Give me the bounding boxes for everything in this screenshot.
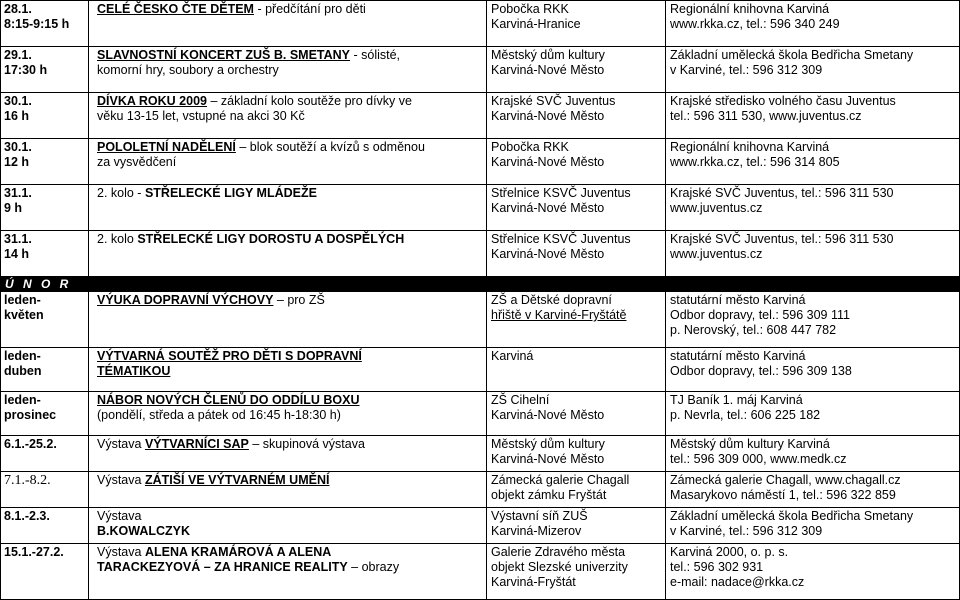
event-date-text: 30.1. 12 h [4,140,32,169]
event-date [1,47,89,93]
event-place-text: Zámecká galerie Chagall objekt zámku Fryštát [491,473,630,502]
event-contact [666,93,960,139]
event-contact-text: Regionální knihovna Karviná www.rkka.cz, tel.: 596 314 805 [670,140,840,169]
event-contact-text: Základní umělecká škola Bedřicha Smetany v Karviné, tel.: 596 312 309 [670,509,914,538]
event-contact [666,139,960,185]
event-contact [666,231,960,277]
event-date-text: leden- duben [4,349,42,378]
event-description [89,47,487,93]
event-title: STŘELECKÉ LIGY MLÁDEŽE [144,186,317,200]
table-row [1,185,960,231]
event-title: ZÁTIŠÍ VE VÝTVARNÉM UMĚNÍ [144,473,330,487]
event-date [1,93,89,139]
table-row [1,472,960,508]
table-row [1,544,960,600]
event-contact-text: Krajské SVČ Juventus, tel.: 596 311 530 www.juventus.cz [670,232,894,261]
event-place [487,508,666,544]
event-place [487,47,666,93]
event-date [1,139,89,185]
table-row [1,231,960,277]
event-prefix: Výstava [97,437,145,451]
event-description [89,436,487,472]
event-description [89,185,487,231]
table-row [1,392,960,436]
event-place-underlined: hřiště v Karviné-Fryštátě [491,308,627,322]
event-place [487,185,666,231]
event-prefix: Výstava [97,509,142,523]
event-prefix: Výstava [97,473,145,487]
event-date-text: 8.1.-2.3. [4,509,50,523]
event-date-text: 7.1.-8.2. [4,473,51,488]
event-date [1,436,89,472]
event-description [89,508,487,544]
event-contact [666,1,960,47]
event-description [89,544,487,600]
event-place-text: ZŠ Cihelní Karviná-Nové Město [491,393,605,422]
event-title: B.KOWALCZYK [97,524,191,538]
event-title: CELÉ ČESKO ČTE DĚTEM [97,2,254,16]
event-contact [666,185,960,231]
event-contact [666,292,960,348]
event-description [89,392,487,436]
event-place-text: Střelnice KSVČ Juventus Karviná-Nové Město [491,232,631,261]
table-row [1,348,960,392]
event-date [1,1,89,47]
event-place-text: Krajské SVČ Juventus Karviná-Nové Město [491,94,616,123]
month-label: Ú N O R [1,277,960,292]
table-row [1,1,960,47]
event-title: DÍVKA ROKU 2009 [97,94,207,108]
event-contact-text: Městský dům kultury Karviná tel.: 596 309 000, www.medk.cz [670,437,847,466]
table-row [1,292,960,348]
event-place [487,93,666,139]
event-place-text: ZŠ a Dětské dopravní [491,293,612,307]
event-contact-text: Karviná 2000, o. p. s. tel.: 596 302 931 e-mail: nadace@rkka.cz [670,545,805,589]
event-prefix: Výstava [97,545,145,559]
event-contact [666,47,960,93]
event-contact-text: Krajské středisko volného času Juventus tel.: 596 311 530, www.juventus.cz [670,94,896,123]
event-date [1,544,89,600]
event-detail: - sólisté, komorní hry, soubory a orchestry [97,48,401,77]
event-place [487,139,666,185]
event-date [1,292,89,348]
table-row [1,93,960,139]
event-place [487,392,666,436]
event-place-text: Střelnice KSVČ Juventus Karviná-Nové Město [491,186,631,215]
event-place-text: Pobočka RKK Karviná-Hranice [491,2,581,31]
event-description [89,348,487,392]
event-place-text: Městský dům kultury Karviná-Nové Město [491,48,605,77]
event-contact [666,392,960,436]
event-date-text: 6.1.-25.2. [4,437,57,451]
event-contact-text: Regionální knihovna Karviná www.rkka.cz, tel.: 596 340 249 [670,2,840,31]
event-contact-text: statutární město Karviná Odbor dopravy, tel.: 596 309 138 [670,349,852,378]
event-contact [666,436,960,472]
event-date-text: leden- květen [4,293,44,322]
event-date-text: leden- prosinec [4,393,57,422]
event-place [487,544,666,600]
event-place-text: Pobočka RKK Karviná-Nové Město [491,140,605,169]
event-title: SLAVNOSTNÍ KONCERT ZUŠ B. SMETANY [97,48,351,62]
event-description [89,472,487,508]
event-title: VÝTVARNÁ SOUTĚŽ PRO DĚTI S DOPRAVNÍ TÉMATIKOU [97,349,362,378]
event-contact-text: Krajské SVČ Juventus, tel.: 596 311 530 www.juventus.cz [670,186,894,215]
event-date [1,231,89,277]
event-detail: - předčítání pro děti [253,2,366,16]
event-description [89,231,487,277]
event-detail: – skupinová výstava [248,437,365,451]
month-separator [1,277,960,292]
event-place [487,436,666,472]
event-description [89,139,487,185]
event-detail: – obrazy [347,560,400,574]
event-place [487,348,666,392]
event-contact-text: Základní umělecká škola Bedřicha Smetany v Karviné, tel.: 596 312 309 [670,48,914,77]
event-description [89,1,487,47]
event-contact [666,472,960,508]
event-detail: – pro ZŠ [273,293,325,307]
event-place [487,231,666,277]
event-title: VÝTVARNÍCI SAP [144,437,249,451]
event-contact-text: statutární město Karviná Odbor dopravy, tel.: 596 309 111 p. Nerovský, tel.: 608 447 782 [670,293,850,337]
event-date [1,472,89,508]
event-place-text: Městský dům kultury Karviná-Nové Město [491,437,605,466]
event-place-text: Galerie Zdravého města objekt Slezské univerzity Karviná-Fryštát [491,545,628,589]
event-place [487,1,666,47]
event-date-text: 31.1. 14 h [4,232,32,261]
event-date-text: 31.1. 9 h [4,186,32,215]
table-row [1,508,960,544]
event-place-text: Výstavní síň ZUŠ Karviná-Mizerov [491,509,588,538]
event-title: STŘELECKÉ LIGY DOROSTU A DOSPĚLÝCH [137,232,405,246]
table-row [1,47,960,93]
event-contact [666,348,960,392]
event-detail: 2. kolo [97,232,138,246]
event-detail: 2. kolo - [97,186,145,200]
event-date [1,508,89,544]
event-date [1,348,89,392]
event-detail: – základní kolo soutěže pro dívky ve věku 13-15 let, vstupné na akci 30 Kč [97,94,412,123]
event-date [1,185,89,231]
event-place [487,292,666,348]
event-description [89,292,487,348]
event-contact-text: TJ Baník 1. máj Karviná p. Nevrla, tel.: 606 225 182 [670,393,821,422]
event-title: ALENA KRAMÁROVÁ A ALENA TARACKEZYOVÁ – ZA HRANICE REALITY [97,545,348,574]
event-place [487,472,666,508]
event-contact-text: Zámecká galerie Chagall, www.chagall.cz Masarykovo náměstí 1, tel.: 596 322 859 [670,473,901,502]
event-detail: (pondělí, středa a pátek od 16:45 h-18:30 h) [97,408,341,422]
table-row [1,139,960,185]
event-description [89,93,487,139]
event-date-text: 15.1.-27.2. [4,545,64,559]
event-place-text: Karviná [491,349,534,363]
event-date [1,392,89,436]
event-date-text: 30.1. 16 h [4,94,32,123]
event-title: NÁBOR NOVÝCH ČLENŮ DO ODDÍLU BOXU [97,393,360,407]
event-title: POLOLETNÍ NADĚLENÍ [97,140,236,154]
event-date-text: 29.1. 17:30 h [4,48,48,77]
table-row [1,436,960,472]
event-date-text: 28.1. 8:15-9:15 h [4,2,70,31]
event-title: VÝUKA DOPRAVNÍ VÝCHOVY [97,293,274,307]
event-detail: – blok soutěží a kvízů s odměnou za vysvědčení [97,140,425,169]
event-contact [666,544,960,600]
event-contact [666,508,960,544]
